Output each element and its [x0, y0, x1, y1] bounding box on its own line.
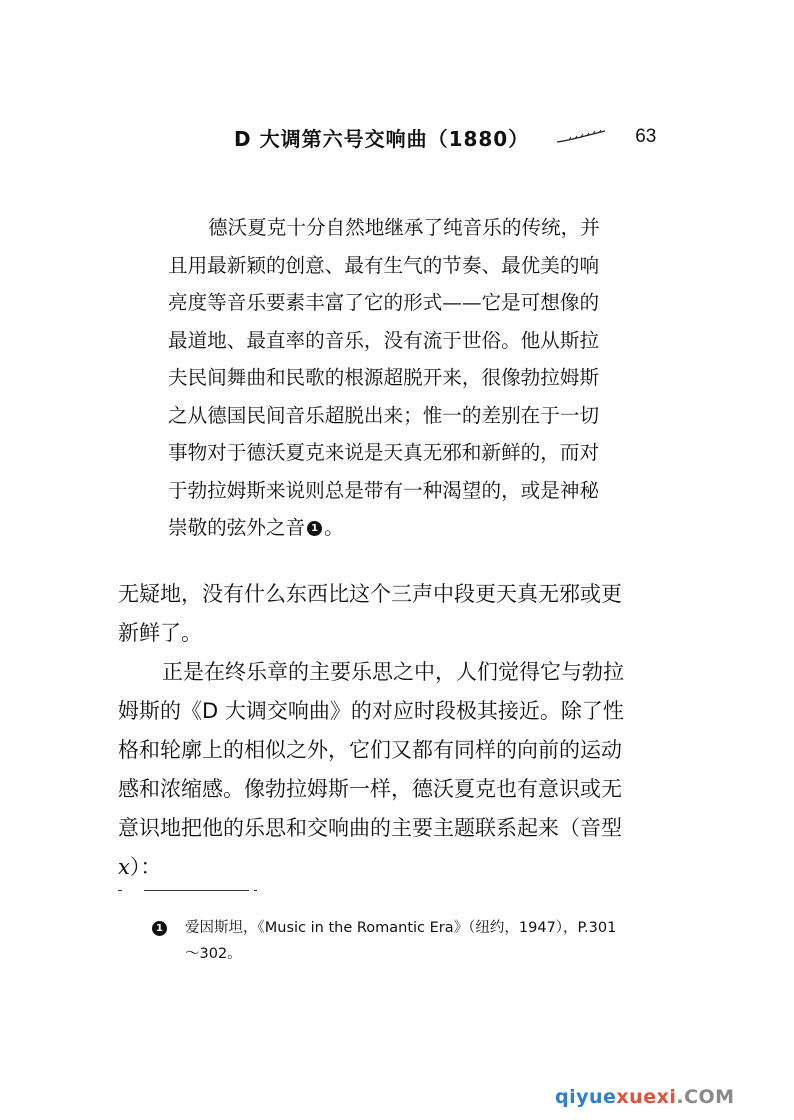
paragraph-2-last-line [118, 848, 688, 887]
quote-line: 事物对于德沃夏克来说是天真无邪和新鲜的，而对 [168, 441, 600, 464]
paragraph-2-line: 正是在终乐章的主要乐思之中，人们觉得它与勃拉 [162, 660, 624, 684]
block-quote [168, 209, 678, 547]
quote-line: 且用最新颖的创意、最有生气的节奏、最优美的响 [168, 253, 600, 277]
quote-line: 于勃拉姆斯来说则总是带有一种渴望的，或是神秘 [168, 478, 600, 502]
site-watermark [555, 1086, 735, 1108]
paragraph-2-line: 感和浓缩感。像勃拉姆斯一样，德沃夏克也有意识或无 [118, 777, 622, 801]
paragraph-1-line: 新鲜了。 [118, 621, 202, 645]
running-header [234, 122, 664, 152]
page-number: 63 [635, 126, 657, 147]
paragraph-2-line: 意识地把他的乐思和交响曲的主要主题联系起来（音型 [118, 816, 622, 840]
watermark-part: xuexi [616, 1086, 677, 1108]
paragraph-1-line: 无疑地，没有什么东西比这个三声中段更天真无邪或更 [118, 582, 622, 606]
motif-label: x [118, 855, 130, 879]
footnote-line: ～302。 [185, 946, 242, 962]
paragraph-2-line: 格和轮廓上的相似之外，它们又都有同样的向前的运动 [118, 738, 622, 762]
footnote-separator [118, 888, 258, 894]
quote-line-text: 崇敬的弦外之音 [168, 516, 306, 539]
quote-last-line [168, 509, 678, 547]
chapter-title: D 大调第六号交响曲（1880） [234, 126, 530, 151]
footnote [152, 915, 682, 967]
quote-line: 德沃夏克十分自然地继承了纯音乐的传统，并 [208, 216, 600, 239]
footnote-line: 爱因斯坦，《Music in the Romantic Era》（纽约，1947），P.301 [185, 920, 617, 936]
quote-line: 夫民间舞曲和民歌的根源超脱开来，很像勃拉姆斯 [168, 366, 600, 389]
quote-line: 之从德国民间音乐超脱出来；惟一的差别在于一切 [168, 403, 600, 427]
quote-end-punct: 。 [324, 516, 344, 539]
flourish-ornament-icon [555, 129, 607, 145]
paragraph-2-line: 姆斯的《D 大调交响曲》的对应时段极其接近。除了性 [118, 699, 624, 723]
quote-line: 最道地、最直率的音乐，没有流于世俗。他从斯拉 [168, 328, 600, 352]
watermark-part: qiyue [555, 1086, 617, 1108]
quote-line: 亮度等音乐要素丰富了它的形式——它是可想像的 [168, 291, 600, 314]
footnote-marker: 1 [152, 921, 167, 936]
watermark-part: .COM [676, 1086, 735, 1108]
paragraph-end-punct: ）： [129, 855, 162, 879]
body-text [118, 575, 688, 887]
footnote-reference[interactable]: 1 [307, 521, 322, 536]
